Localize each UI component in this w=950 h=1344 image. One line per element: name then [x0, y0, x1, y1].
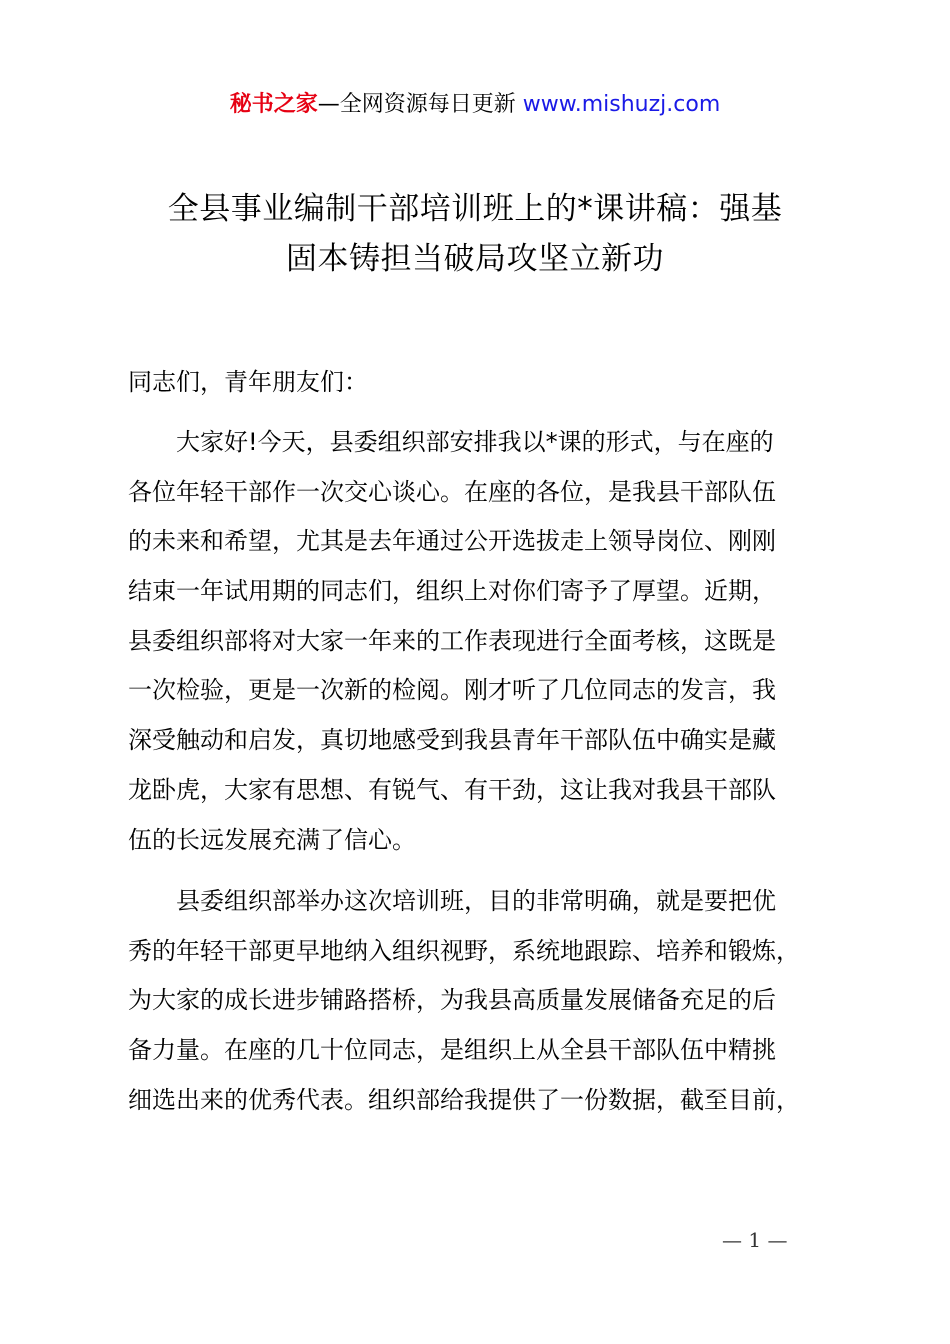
paragraph-line: 大家好!今天，县委组织部安排我以*课的形式，与在座的	[128, 428, 774, 456]
paragraph-line: 县委组织部举办这次培训班，目的非常明确，就是要把优	[128, 887, 776, 915]
paragraph-line: 龙卧虎，大家有思想、有锐气、有干劲，这让我对我县干部队	[128, 775, 776, 804]
greeting: 同志们，青年朋友们：	[128, 368, 368, 396]
paragraph-line: 各位年轻干部作一次交心谈心。在座的各位，是我县干部队伍	[128, 477, 776, 506]
body-paragraph-1	[128, 424, 838, 871]
paragraph-line: 一次检验，更是一次新的检阅。刚才听了几位同志的发言，我	[128, 676, 776, 705]
body-paragraph-2	[128, 883, 838, 1131]
paragraph-line: 县委组织部将对大家一年来的工作表现进行全面考核，这既是	[128, 626, 776, 655]
site-slogan: —全网资源每日更新	[317, 92, 516, 117]
paragraph-line: 的未来和希望，尤其是去年通过公开选拔走上领导岗位、刚刚	[128, 527, 776, 556]
site-brand: 秘书之家	[229, 92, 318, 117]
title-line: 全县事业编制干部培训班上的*课讲稿：强基	[167, 191, 783, 227]
paragraph-line: 伍的长远发展充满了信心。	[128, 825, 416, 854]
paragraph-line: 深受触动和启发，真切地感受到我县青年干部队伍中确实是藏	[128, 726, 776, 755]
title-line: 固本铸担当破局攻坚立新功	[286, 241, 664, 277]
paragraph-line: 结束一年试用期的同志们，组织上对你们寄予了厚望。近期，	[128, 577, 776, 606]
page-number: — 1 —	[722, 1228, 788, 1252]
paragraph-line: 为大家的成长进步铺路搭桥，为我县高质量发展储备充足的后	[128, 986, 776, 1015]
paragraph-line: 秀的年轻干部更早地纳入组织视野，系统地跟踪、培养和锻炼，	[128, 936, 800, 965]
document-title	[110, 184, 840, 284]
paragraph-line: 细选出来的优秀代表。组织部给我提供了一份数据，截至目前，	[128, 1085, 800, 1114]
site-url-link[interactable]: www.mishuzj.com	[522, 92, 721, 117]
paragraph-line: 备力量。在座的几十位同志，是组织上从全县干部队伍中精挑	[128, 1036, 776, 1065]
site-header	[0, 90, 950, 120]
